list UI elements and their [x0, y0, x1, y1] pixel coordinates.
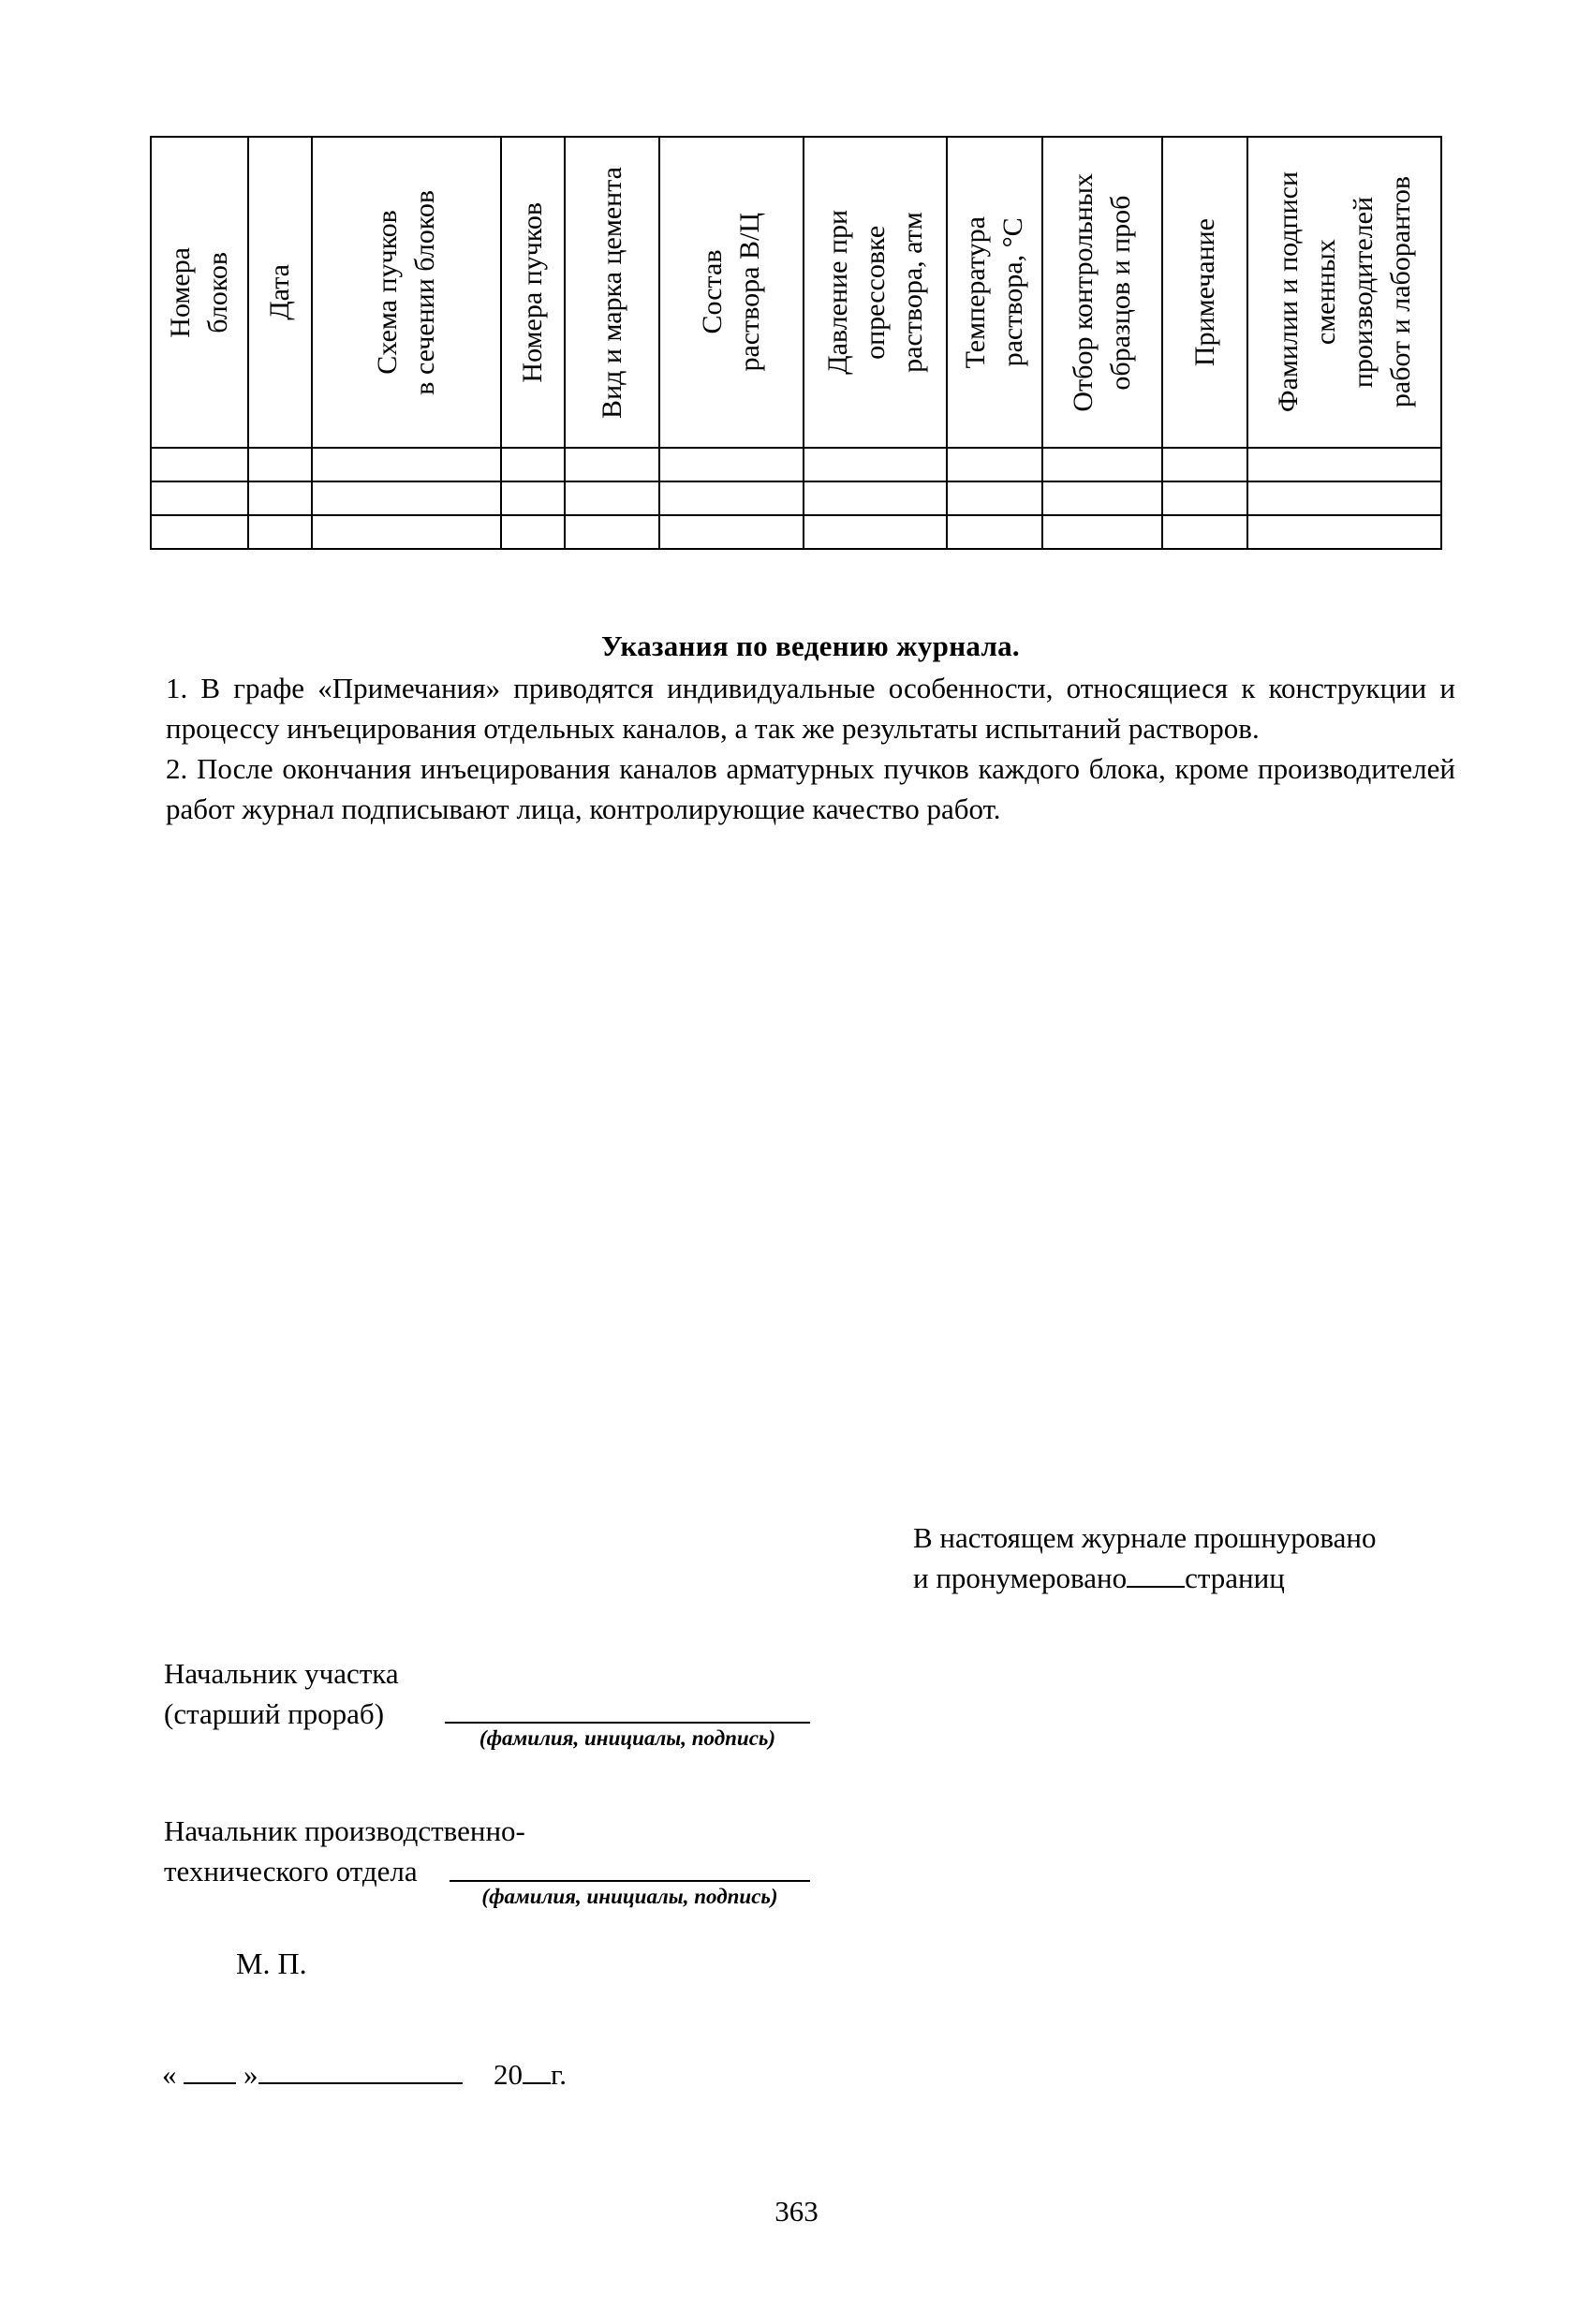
year-field[interactable]	[523, 2060, 551, 2084]
table-cell[interactable]	[565, 448, 659, 481]
stitching-suffix: страниц	[1185, 1562, 1285, 1594]
page-count-field[interactable]	[1127, 1563, 1185, 1588]
table-cell[interactable]	[659, 481, 804, 515]
chief-pto-line-2: технического отдела	[164, 1855, 418, 1887]
table-cell[interactable]	[1162, 448, 1247, 481]
table-cell[interactable]	[804, 515, 947, 549]
table-cell[interactable]	[151, 481, 248, 515]
date-close-quote: »	[243, 2058, 258, 2091]
header-samples: Отбор контрольных образцов и проб	[1068, 172, 1136, 412]
header-pressure: Давление при опрессовке раствора, атм	[821, 210, 928, 375]
year-suffix: г.	[551, 2058, 567, 2091]
header-date: Дата	[264, 264, 295, 320]
year-prefix: 20	[494, 2058, 523, 2091]
table-row	[151, 481, 1441, 515]
table-cell[interactable]	[501, 448, 565, 481]
header-signatures: Фамилии и подписи сменных производителей работ и лаборантов	[1272, 171, 1416, 413]
table-cell[interactable]	[312, 448, 501, 481]
date-line	[162, 2058, 567, 2092]
table-cell[interactable]	[659, 448, 804, 481]
header-temperature: Температура раствора, °С	[960, 215, 1028, 369]
chief-site-line-1: Начальник участка	[164, 1657, 399, 1690]
chief-pto-line-1: Начальник производственно-	[164, 1814, 525, 1847]
table-cell[interactable]	[1042, 448, 1162, 481]
journal-table	[150, 136, 1442, 550]
stitching-note	[913, 1517, 1475, 1598]
instruction-item-2: 2. После окончания инъецирования каналов арматурных пучков каждого блока, кроме производителей работ журнал подписывают лица, контролирующие качество работ.	[166, 752, 1455, 825]
table-cell[interactable]	[1042, 515, 1162, 549]
chief-site-signature-line[interactable]	[445, 1722, 810, 1724]
chief-pto-signature-caption: (фамилия, инициалы, подпись)	[481, 1885, 778, 1908]
instructions-title: Указания по ведению журнала.	[600, 629, 1020, 662]
header-cell	[1162, 137, 1247, 448]
stitching-line-2	[913, 1558, 1475, 1598]
header-cell	[248, 137, 312, 448]
table-header-row	[151, 137, 1441, 448]
table-cell[interactable]	[947, 448, 1042, 481]
table-cell[interactable]	[1247, 448, 1441, 481]
header-cell	[501, 137, 565, 448]
header-cell	[947, 137, 1042, 448]
table-cell[interactable]	[659, 515, 804, 549]
table-cell[interactable]	[501, 515, 565, 549]
chief-pto-signature-line[interactable]	[450, 1880, 810, 1882]
instructions-section	[166, 626, 1455, 829]
table-cell[interactable]	[501, 481, 565, 515]
table-cell[interactable]	[804, 481, 947, 515]
table-cell[interactable]	[947, 515, 1042, 549]
header-note: Примечание	[1188, 217, 1220, 367]
table-cell[interactable]	[804, 448, 947, 481]
header-cell	[804, 137, 947, 448]
table-row	[151, 515, 1441, 549]
table-cell[interactable]	[565, 515, 659, 549]
header-cell	[151, 137, 248, 448]
month-field[interactable]	[258, 2060, 463, 2084]
table-cell[interactable]	[1042, 481, 1162, 515]
table-cell[interactable]	[1162, 481, 1247, 515]
table-cell[interactable]	[1247, 515, 1441, 549]
table-cell[interactable]	[1162, 515, 1247, 549]
header-bundle-numbers: Номера пучков	[517, 201, 548, 383]
header-cell	[1042, 137, 1162, 448]
table-cell[interactable]	[565, 481, 659, 515]
table-cell[interactable]	[248, 515, 312, 549]
header-cell	[659, 137, 804, 448]
header-cell	[1247, 137, 1441, 448]
date-open-quote: «	[162, 2058, 177, 2091]
day-field[interactable]	[184, 2060, 236, 2084]
header-cement-grade: Вид и марка цемента	[596, 166, 627, 419]
table-cell[interactable]	[1247, 481, 1441, 515]
chief-site-signature-caption: (фамилия, инициалы, подпись)	[479, 1726, 776, 1750]
header-cell	[312, 137, 501, 448]
table-cell[interactable]	[947, 481, 1042, 515]
page-number: 363	[774, 2195, 819, 2228]
table-cell[interactable]	[151, 448, 248, 481]
chief-site-label	[164, 1653, 399, 1734]
header-block-numbers: Номера блоков	[165, 246, 233, 338]
chief-site-line-2: (старший прораб)	[164, 1697, 385, 1730]
header-cell	[565, 137, 659, 448]
instruction-item-1: 1. В графе «Примечания» приводятся индивидуальные особенности, относящиеся к конструкции и процессу инъецирования отдельных каналов, а так же результаты испытаний растворов.	[166, 672, 1455, 745]
stitching-prefix: и пронумеровано	[913, 1562, 1128, 1594]
seal-mark: М. П.	[236, 1947, 307, 1980]
table-cell[interactable]	[312, 481, 501, 515]
header-bundle-scheme: Схема пучков в сечении блоков	[372, 189, 440, 395]
table-cell[interactable]	[248, 481, 312, 515]
table-cell[interactable]	[151, 515, 248, 549]
stitching-line-1: В настоящем журнале прошнуровано	[913, 1521, 1377, 1554]
table-cell[interactable]	[312, 515, 501, 549]
header-mortar-composition: Состав раствора В/Ц	[697, 213, 765, 372]
table-cell[interactable]	[248, 448, 312, 481]
table-row	[151, 448, 1441, 481]
